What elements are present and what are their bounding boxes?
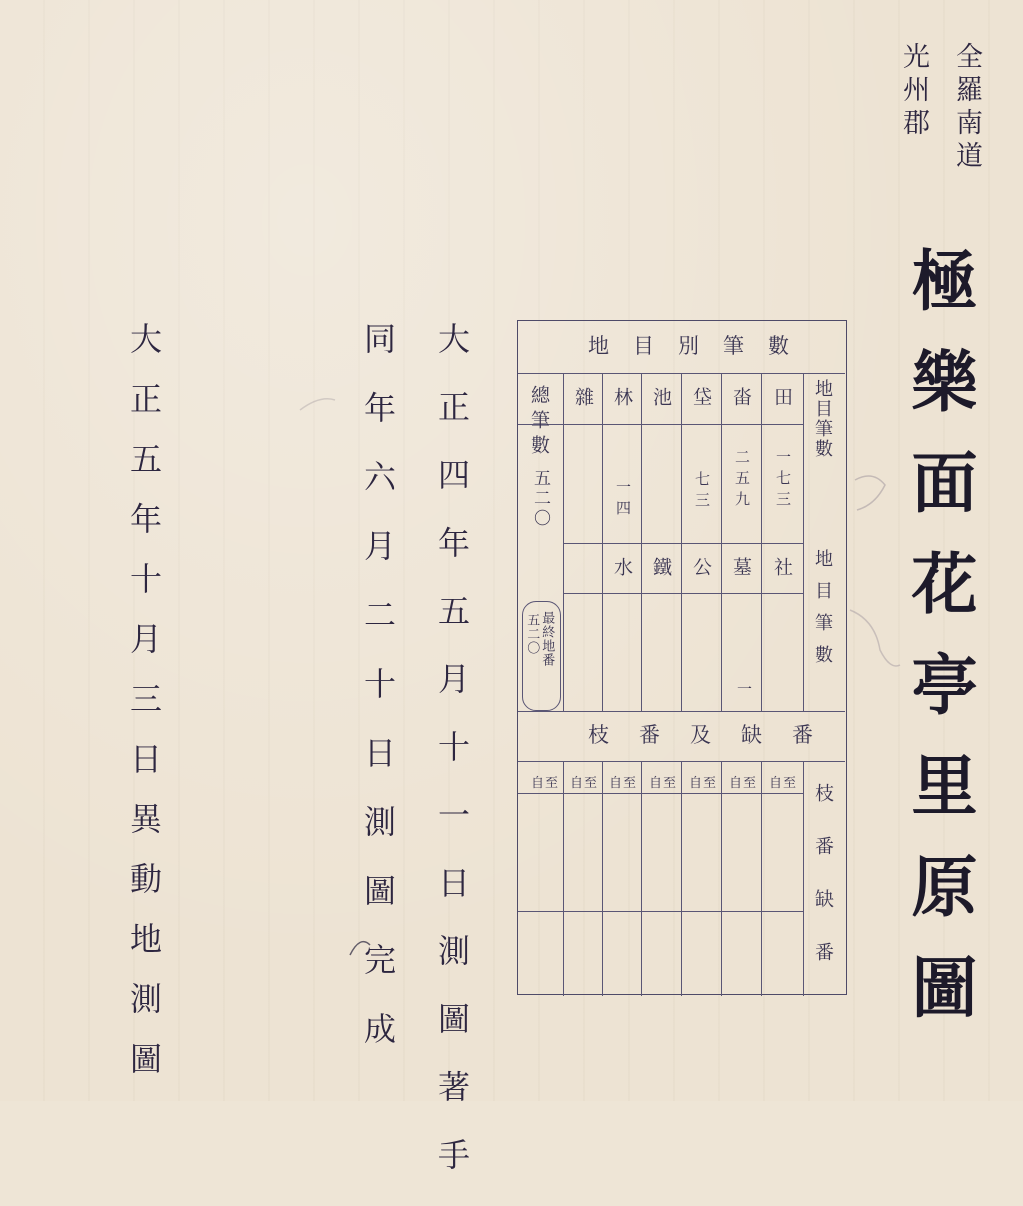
category-header: 池 [650,387,672,409]
table-rule [602,373,603,711]
range-label: 自至 [769,776,798,791]
sub-category-header: 水 [611,557,633,579]
sub-category-header: 公 [690,557,712,579]
category-count: 二五九 [733,449,751,512]
table-rule [518,711,845,712]
range-label: 自至 [649,776,678,791]
range-label: 自至 [570,776,599,791]
province-label: 全羅南道 [951,42,982,174]
category-count: 一四 [614,479,632,521]
county-label: 光州郡 [898,42,929,141]
row-label-main: 地目筆數 [812,379,833,459]
total-count-value: 五二〇 [530,469,550,529]
range-label: 自至 [531,776,560,791]
table-rule [602,761,603,996]
survey-complete-date: 同年六月二十日測圖完成 [359,322,397,1081]
range-label: 自至 [609,776,638,791]
table-rule [681,761,682,996]
table-rule [803,761,804,996]
branch-row-label: 枝番缺番 [812,783,834,995]
sub-category-count: 一 [735,681,753,702]
category-count: 七三 [693,471,711,513]
total-count-label: 總筆數 [528,385,550,460]
table-rule [721,373,722,711]
sub-category-header: 社 [771,557,793,579]
category-count: 一七三 [774,449,792,512]
pencil-stroke [855,476,885,510]
table-rule [641,373,642,711]
range-label: 自至 [729,776,758,791]
table-rule [761,373,762,711]
sub-category-header: 鐵 [650,557,672,579]
table-heading: 地目別筆數 [588,334,813,358]
table-rule [563,543,803,544]
category-header: 田 [771,387,793,409]
table-rule [563,373,564,711]
survey-start-date: 大正四年五月十一日測圖著手 [433,322,471,1206]
last-number-label: 最終地番 [539,611,555,667]
pencil-stroke [850,610,900,666]
table-rule [563,593,803,594]
category-header: 垈 [690,387,712,409]
table-rule [681,373,682,711]
last-number-value: 五二〇 [524,613,540,655]
category-header: 雜 [572,387,594,409]
category-header: 林 [611,387,633,409]
branch-heading: 枝番及缺番 [588,723,843,747]
row-label-sub: 地目筆數 [812,549,833,677]
category-header: 畓 [730,387,752,409]
range-label: 自至 [689,776,718,791]
change-survey-date: 大正五年十月三日異動地測圖 [125,322,163,1102]
table-rule [563,761,564,996]
table-rule [641,761,642,996]
sub-category-header: 墓 [730,557,752,579]
pencil-stroke [300,399,335,410]
table-rule [721,761,722,996]
table-rule [803,373,804,711]
land-category-table [517,320,847,995]
page-title: 極樂面花亭里原圖 [900,246,978,1054]
table-rule [761,761,762,996]
